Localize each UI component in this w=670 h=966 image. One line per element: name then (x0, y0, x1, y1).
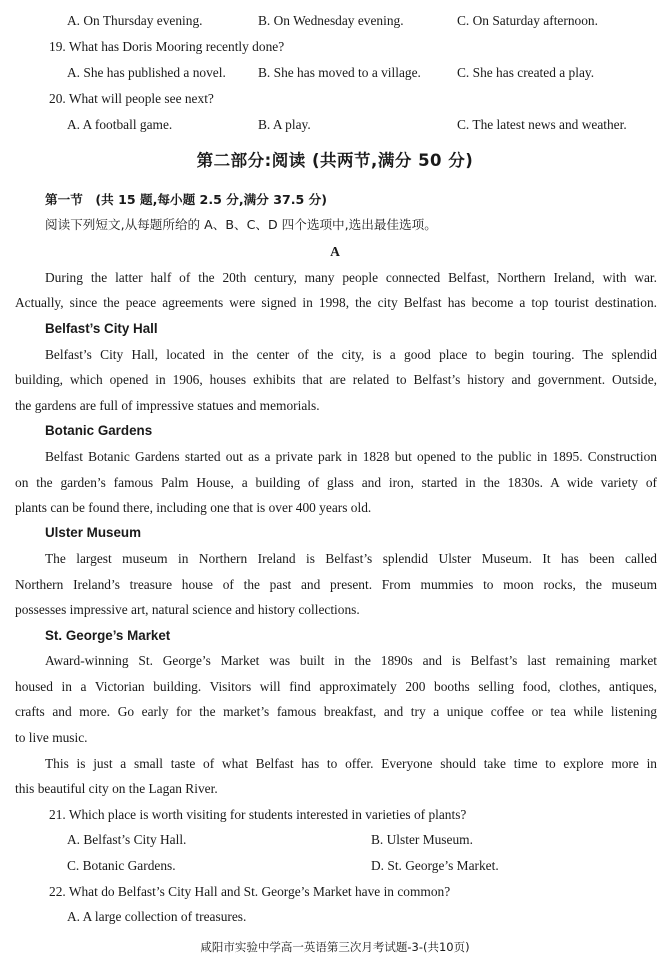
q18-option-c: C. On Saturday afternoon. (457, 13, 598, 28)
q19-stem: 19. What has Doris Mooring recently done? (49, 39, 285, 54)
botanic-heading: Botanic Gardens (45, 423, 153, 438)
ulster-line-1: The largest museum in Northern Ireland is Belfast’s splendid Ulster Museum. It has been called (45, 551, 657, 566)
reading-instructions: 阅读下列短文,从每题所给的 A、B、C、D 四个选项中,选出最佳选项。 (45, 217, 437, 232)
q20-option-b: B. A play. (258, 117, 311, 132)
intro-line-2: Actually, since the peace agreements were signed in 1998, the city Belfast has become a top tourist destination. (15, 295, 657, 310)
botanic-line-2: on the garden’s famous Palm House, a building of glass and iron, started in the 1830s. A wide variety of (15, 475, 657, 490)
market-line-1: Award-winning St. George’s Market was built in the 1890s and is Belfast’s last remaining market (45, 653, 657, 668)
closing-line-1: This is just a small taste of what Belfast has to offer. Everyone should take time to explore more in (45, 756, 657, 771)
city-hall-heading: Belfast’s City Hall (45, 321, 158, 336)
city-hall-line-2: building, which opened in 1906, houses exhibits that are related to Belfast’s history and government. Outside, (15, 372, 657, 387)
botanic-line-3: plants can be found there, including one that is over 400 years old. (15, 500, 372, 515)
q22-stem: 22. What do Belfast’s City Hall and St. George’s Market have in common? (49, 884, 451, 899)
q18-option-a: A. On Thursday evening. (67, 13, 203, 28)
intro-line-1: During the latter half of the 20th century, many people connected Belfast, Northern Ireland, with war. (45, 270, 657, 285)
q19-option-c: C. She has created a play. (457, 65, 595, 80)
closing-line-2: this beautiful city on the Lagan River. (15, 781, 218, 796)
part-two-heading: 第二部分:阅读 (共两节,满分 50 分) (196, 151, 474, 170)
q22-option-a: A. A large collection of treasures. (67, 909, 247, 924)
market-line-3: crafts and more. Go early for the market’s famous breakfast, and try a unique coffee or tea while listening (15, 704, 657, 719)
market-heading: St. George’s Market (45, 628, 171, 643)
market-line-4: to live music. (15, 730, 88, 745)
ulster-heading: Ulster Museum (45, 525, 141, 540)
botanic-line-1: Belfast Botanic Gardens started out as a private park in 1828 but opened to the public in 1895. Construction (45, 449, 657, 464)
ulster-line-2: Northern Ireland’s treasure house of the past and present. From mummies to moon rocks, the museum (15, 577, 657, 592)
city-hall-line-1: Belfast’s City Hall, located in the center of the city, is a good place to begin touring. The splendid (45, 347, 657, 362)
q18-option-b: B. On Wednesday evening. (258, 13, 404, 28)
q21-option-b: B. Ulster Museum. (371, 832, 473, 847)
section-one-heading: 第一节 (共 15 题,每小题 2.5 分,满分 37.5 分) (45, 192, 328, 207)
q21-option-d: D. St. George’s Market. (371, 858, 499, 873)
q20-option-a: A. A football game. (67, 117, 173, 132)
market-line-2: housed in a Victorian building. Visitors will find approximately 200 booths selling food, clothes, antiques, (15, 679, 657, 694)
q19-option-b: B. She has moved to a village. (258, 65, 421, 80)
q20-stem: 20. What will people see next? (49, 91, 214, 106)
q21-stem: 21. Which place is worth visiting for students interested in varieties of plants? (49, 807, 467, 822)
q19-option-a: A. She has published a novel. (67, 65, 226, 80)
q21-option-c: C. Botanic Gardens. (67, 858, 176, 873)
ulster-line-3: possesses impressive art, natural science and history collections. (15, 602, 360, 617)
q20-option-c: C. The latest news and weather. (457, 117, 627, 132)
page-footer: 咸阳市实验中学高一英语第三次月考试题-3-(共10页) (200, 940, 470, 954)
city-hall-line-3: the gardens are full of impressive statues and memorials. (15, 398, 320, 413)
q21-option-a: A. Belfast’s City Hall. (67, 832, 187, 847)
passage-title: A (330, 244, 340, 259)
